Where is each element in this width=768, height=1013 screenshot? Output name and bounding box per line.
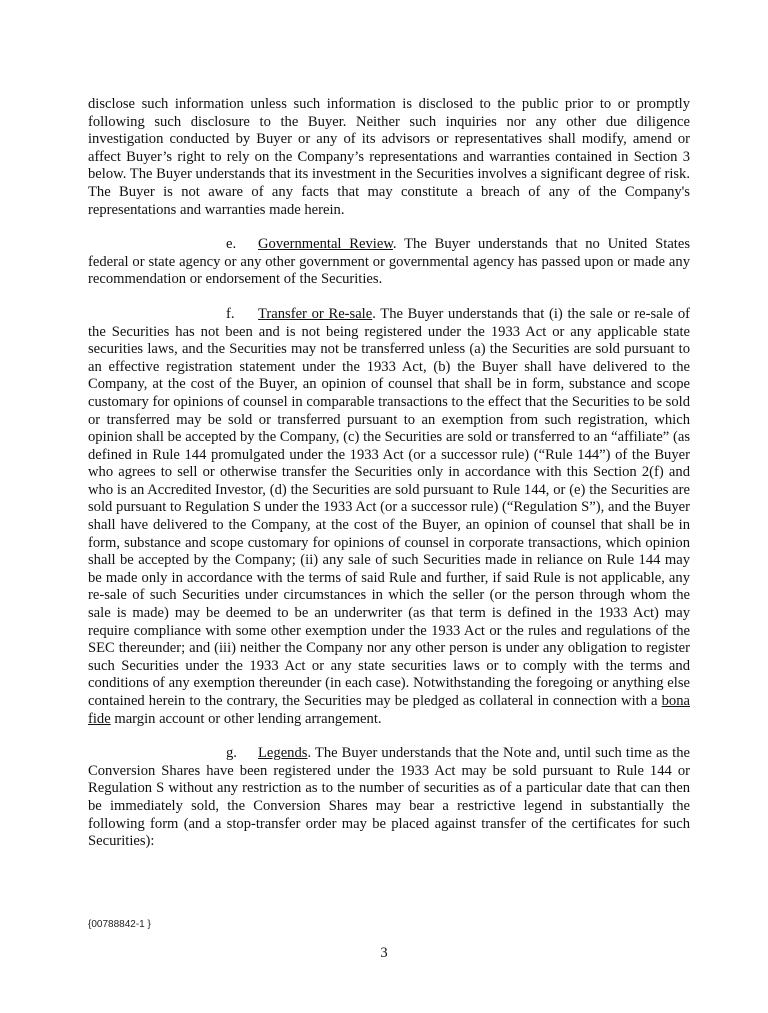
section-f-paragraph: [88, 306, 690, 728]
section-f-body-part2: margin account or other lending arrangement.: [110, 710, 382, 727]
bona-word: bona: [661, 693, 690, 709]
section-g-letter: g.: [226, 745, 237, 762]
section-f-heading: Transfer or Re-sale: [258, 305, 373, 322]
section-g-body: . The Buyer understands that the Note and, until such time as the Conversion Shares have been registered under the 1933 Act may be sold pursuant to Rule 144 or Regulation S without any restriction as to the number of securities as of a particular date that can then be immediately sold, the Conversion Shares may bear a restrictive legend in substantially the following form (and a stop-transfer order may be placed against transfer of the certificates for such Securities):: [88, 745, 690, 850]
section-f-letter: f.: [226, 305, 235, 322]
section-g-paragraph: [88, 745, 690, 851]
section-g-heading: Legends: [258, 745, 308, 762]
fide-word: fide: [88, 710, 111, 727]
continued-paragraph: disclose such information unless such information is disclosed to the public prior to or promptly following such disclosure to the Buyer. Neither such inquiries nor any other due diligence investigation conducted by Buyer or any of its advisors or representatives shall modify, amend or affect Buyer’s right to rely on the Company’s representations and warranties contained in Section 3 below. The Buyer understands that its investment in the Securities involves a significant degree of risk. The Buyer is not aware of any facts that may constitute a breach of any of the Company's representations and warranties made herein.: [88, 96, 690, 218]
section-e-heading: Governmental Review: [258, 236, 393, 253]
section-f-body-part1: . The Buyer understands that (i) the sale or re-sale of the Securities has not been and is not being registered under the 1933 Act or any applicable state securities laws, and the Securities may not be transferred unless (a) the Securities are sold pursuant to an effective registration statement under the 1933 Act, (b) the Buyer shall have delivered to the Company, at the cost of the Buyer, an opinion of counsel that shall be in form, substance and scope customary for opinions of counsel in comparable transactions to the effect that the Securities to be sold or transferred may be sold or transferred pursuant to an exemption from such registration, which opinion shall be accepted by the Company, (c) the Securities are sold or transferred to an “affiliate” (as defined in Rule 144 promulgated under the 1933 Act (or a successor rule) (“Rule 144”) of the Buyer who agrees to sell or otherwise transfer the Securities only in accordance with this Section 2(f) and who is an Accredited Investor, (d) the Securities are sold pursuant to Rule 144, or (e) the Securities are sold pursuant to Regulation S under the 1933 Act (or a successor rule) (“Regulation S”), and the Buyer shall have delivered to the Company, at the cost of the Buyer, an opinion of counsel that shall be in form, substance and scope customary for opinions of counsel in corporate transactions, which opinion shall be accepted by the Company; (ii) any sale of such Securities made in reliance on Rule 144 may be made only in accordance with the terms of said Rule and further, if said Rule is not applicable, any re-sale of such Securities under circumstances in which the seller (or the person through whom the sale is made) may be deemed to be an underwriter (as that term is defined in the 1933 Act) may require compliance with some other exemption under the 1933 Act or the rules and regulations of the SEC thereunder; and (iii) neither the Company nor any other person is under any obligation to register such Securities under the 1933 Act or any state securities laws or to comply with the terms and conditions of any exemption thereunder (in each case). Notwithstanding the foregoing or anything else contained herein to the contrary, the Securities may be pledged as collateral in connection with a: [88, 305, 690, 709]
document-body: [88, 96, 690, 868]
document-id: {00788842-1 }: [88, 919, 151, 930]
section-e-letter: e.: [226, 236, 237, 253]
section-e-body: . The Buyer understands that no United States federal or state agency or any other government or governmental agency has passed upon or made any recommendation or endorsement of the Securities.: [88, 236, 691, 288]
page-number: 3: [380, 945, 388, 961]
section-e-paragraph: [88, 236, 690, 289]
